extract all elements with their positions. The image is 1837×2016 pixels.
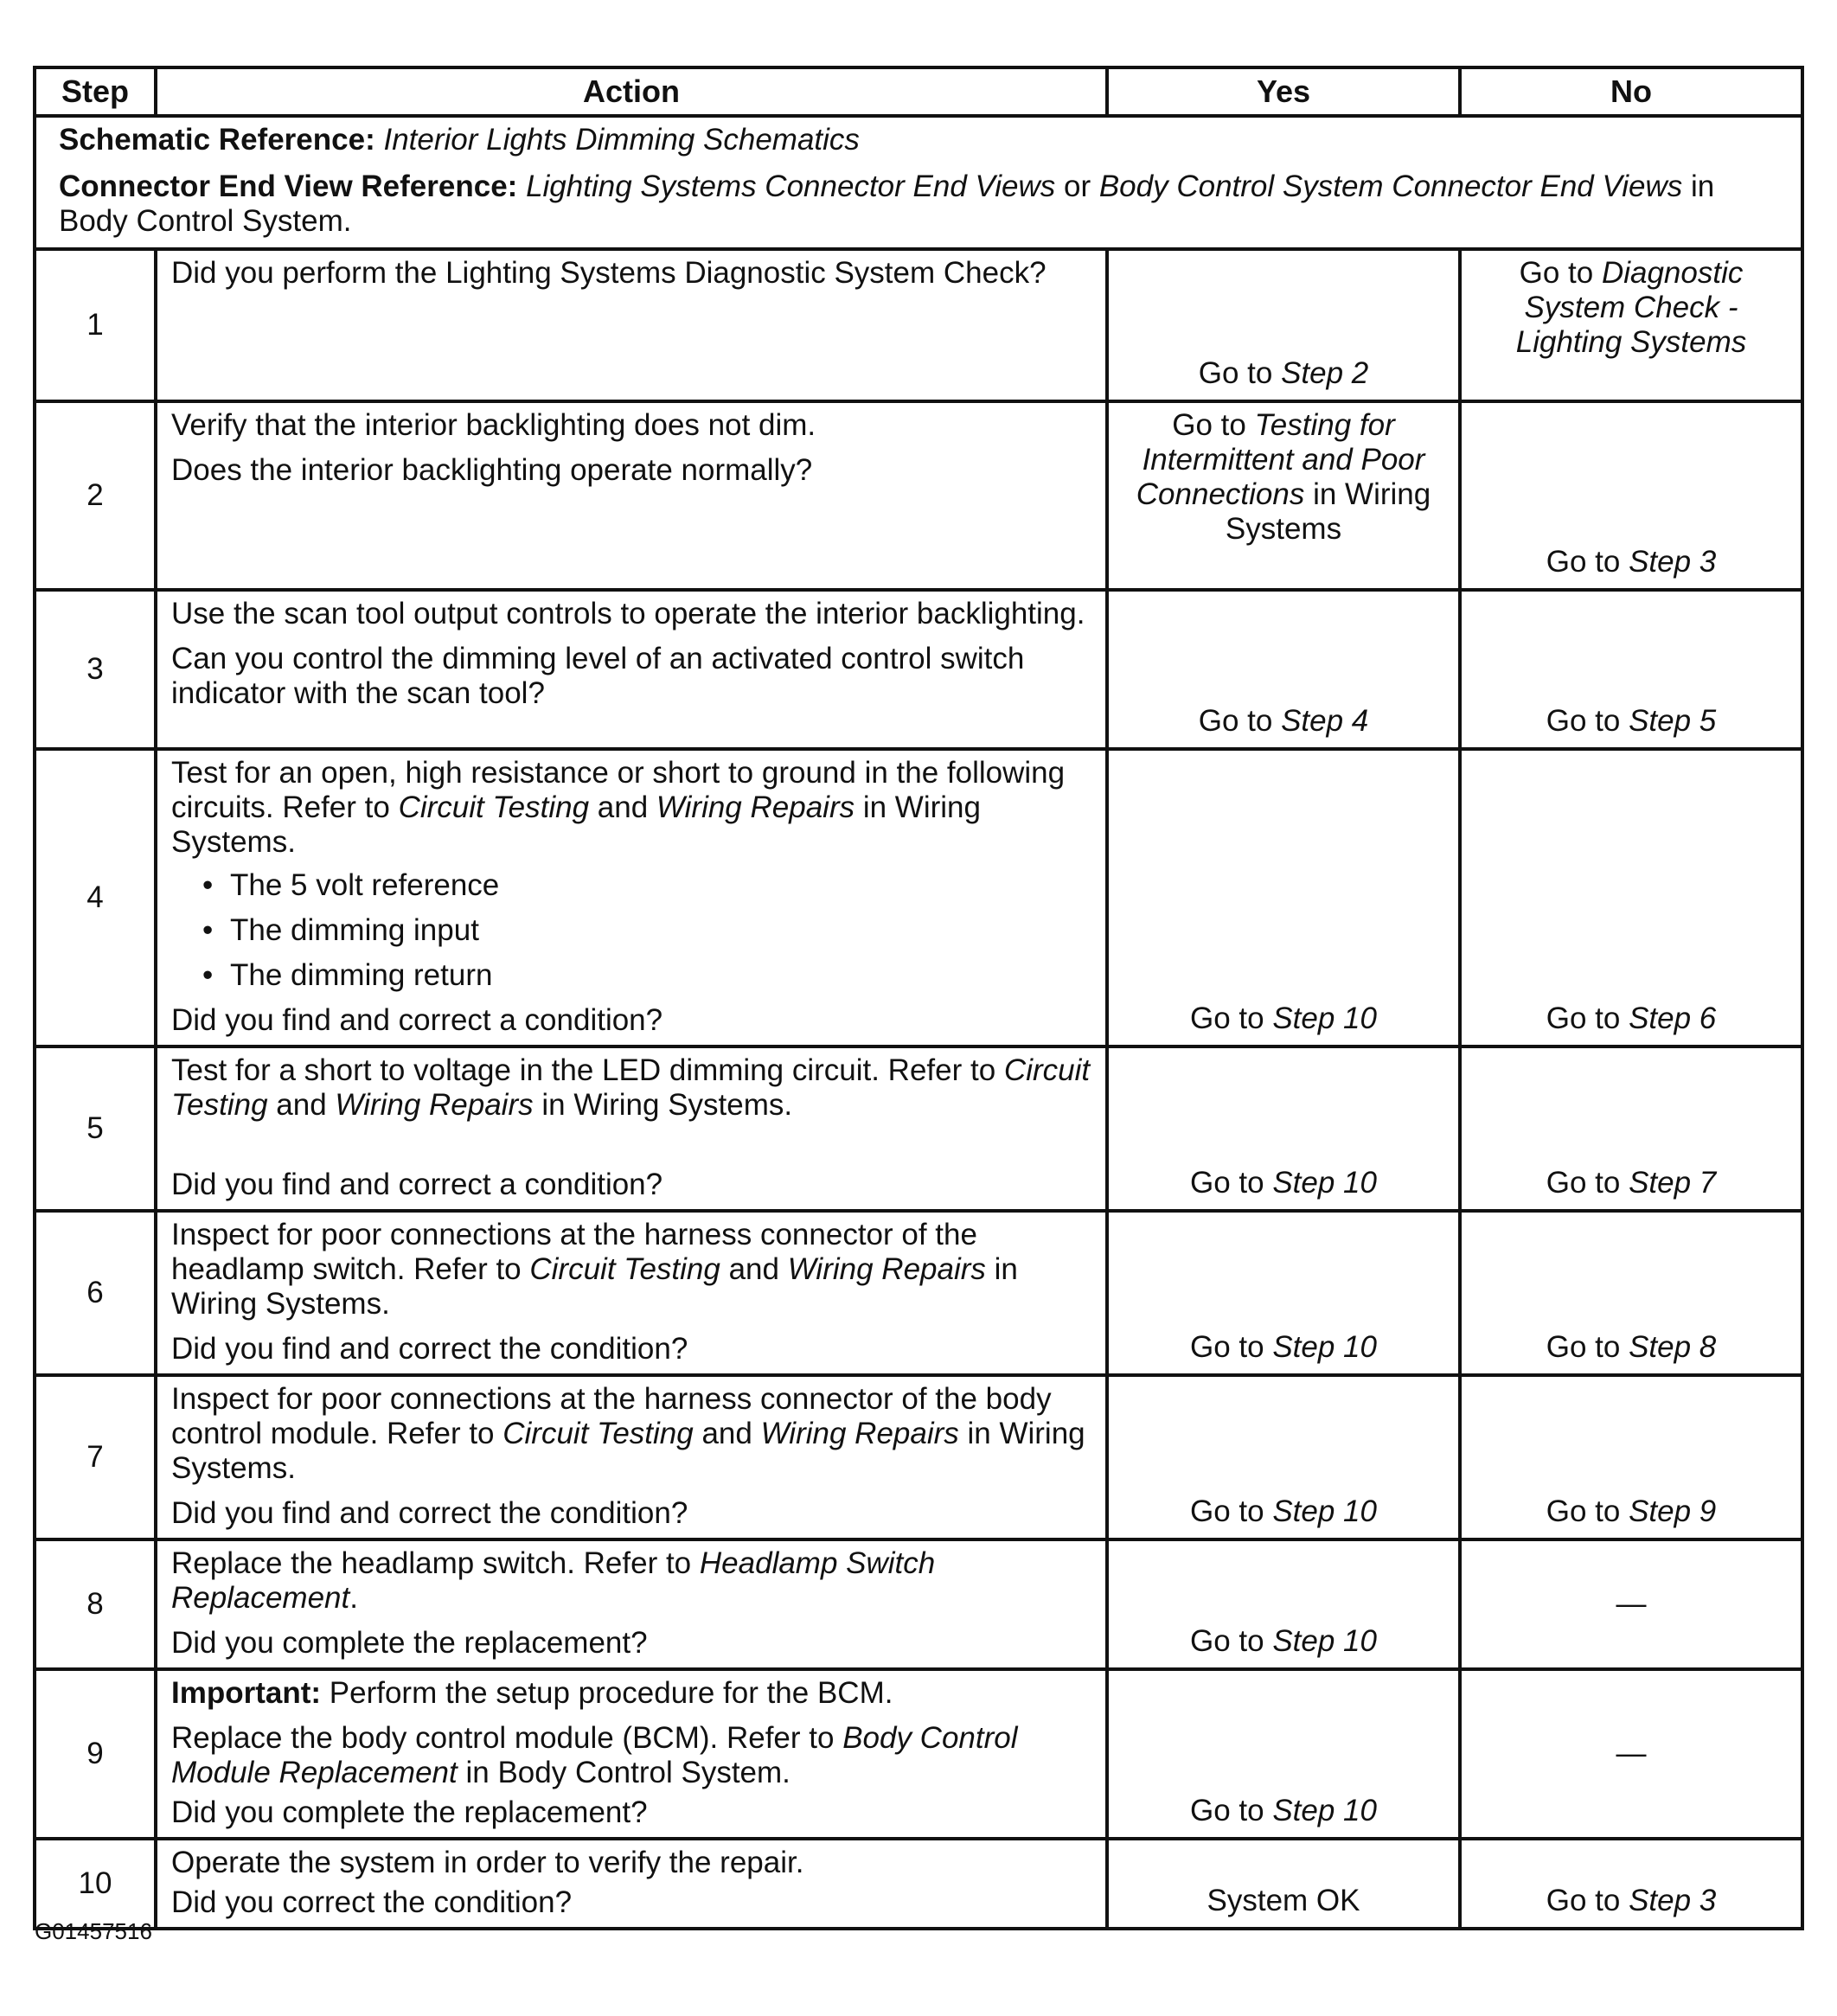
action-text: in Body Control System. <box>457 1756 790 1789</box>
step-action <box>156 1211 1107 1375</box>
step-number: 1 <box>35 249 156 401</box>
no-goto-text: Go to <box>1546 1494 1629 1528</box>
step-action <box>156 1839 1107 1929</box>
yes-step-link[interactable]: Step 10 <box>1272 1494 1377 1528</box>
no-goto-text: Go to <box>1546 1884 1629 1917</box>
no-step-link[interactable]: Step 5 <box>1629 704 1717 738</box>
no-step-link[interactable]: Step 3 <box>1629 545 1717 579</box>
action-text: and <box>693 1417 761 1450</box>
action-instruction: Verify that the interior backlighting does not dim. <box>171 408 816 442</box>
action-text: Inspect for poor connections at the harness connector of the body control module. Refer to <box>171 1382 1052 1450</box>
yes-step-link[interactable]: Step 4 <box>1281 704 1369 738</box>
connector-or-text: or <box>1055 170 1099 203</box>
wiring-repairs-link[interactable]: Wiring Repairs <box>760 1417 959 1450</box>
yes-result-text: System OK <box>1207 1884 1360 1917</box>
action-question: Does the interior backlighting operate normally? <box>171 453 813 487</box>
table-row <box>35 590 1802 749</box>
action-text: Test for an open, high resistance or short to ground in the following circuits. Refer to <box>171 756 1066 824</box>
wiring-repairs-link[interactable]: Wiring Repairs <box>787 1252 986 1286</box>
yes-result <box>1107 1211 1460 1375</box>
table-row <box>35 749 1802 1046</box>
header-row <box>35 67 1802 116</box>
step-number: 8 <box>35 1539 156 1669</box>
reference-cell <box>35 116 1802 249</box>
action-instruction: Use the scan tool output controls to operate the interior backlighting. <box>171 597 1085 630</box>
no-goto-text: Go to <box>1546 1330 1629 1364</box>
important-label: Important: <box>171 1676 322 1710</box>
yes-result <box>1107 590 1460 749</box>
no-step-link[interactable]: Step 7 <box>1629 1166 1717 1200</box>
action-text: . <box>349 1581 358 1615</box>
action-text: and <box>720 1252 788 1286</box>
table-row <box>35 1375 1802 1539</box>
yes-step-link[interactable]: Step 10 <box>1272 1002 1377 1035</box>
action-question: Did you perform the Lighting Systems Diagnostic System Check? <box>171 256 1047 290</box>
connector-suffix: in Body Control System. <box>59 170 1715 238</box>
yes-step-link[interactable]: Step 10 <box>1272 1166 1377 1200</box>
action-text: in Wiring Systems. <box>171 790 981 859</box>
yes-result <box>1107 1375 1460 1539</box>
table-row <box>35 249 1802 401</box>
yes-step-link[interactable]: Testing for Intermittent and Poor Connections <box>1136 408 1425 511</box>
header-yes: Yes <box>1107 67 1460 116</box>
no-result <box>1460 1375 1802 1539</box>
header-step: Step <box>35 67 156 116</box>
no-goto-text: Go to <box>1546 1166 1629 1200</box>
table-row <box>35 1046 1802 1211</box>
action-text: and <box>589 790 656 824</box>
yes-step-link[interactable]: Step 2 <box>1281 356 1369 390</box>
table-row <box>35 401 1802 590</box>
step-action <box>156 249 1107 401</box>
schematic-reference-link[interactable]: Interior Lights Dimming Schematics <box>383 123 860 157</box>
yes-goto-text: Go to <box>1190 1002 1273 1035</box>
figure-id: G01457516 <box>35 1918 152 1944</box>
action-text: and <box>267 1088 336 1122</box>
headlamp-switch-replacement-link[interactable]: Headlamp Switch Replacement <box>171 1546 936 1615</box>
schematic-reference-label: Schematic Reference: <box>59 123 375 157</box>
step-number: 6 <box>35 1211 156 1375</box>
circuit-testing-link[interactable]: Circuit Testing <box>398 790 590 824</box>
step-number: 3 <box>35 590 156 749</box>
action-text: Replace the body control module (BCM). Refer to <box>171 1721 843 1755</box>
list-item: • The dimming return <box>202 958 1095 993</box>
table-row <box>35 1211 1802 1375</box>
no-result <box>1460 1046 1802 1211</box>
action-text: in Wiring Systems. <box>171 1417 1085 1485</box>
no-result <box>1460 1669 1802 1839</box>
action-text: in Wiring Systems. <box>171 1252 1018 1321</box>
action-instruction <box>171 756 1095 860</box>
no-result <box>1460 1211 1802 1375</box>
circuit-testing-link[interactable]: Circuit Testing <box>502 1417 694 1450</box>
yes-step-link[interactable]: Step 10 <box>1272 1794 1377 1827</box>
no-result <box>1460 1839 1802 1929</box>
yes-step-link[interactable]: Step 10 <box>1272 1624 1377 1658</box>
action-text: Replace the headlamp switch. Refer to <box>171 1546 700 1580</box>
header-action: Action <box>156 67 1107 116</box>
circuit-testing-link[interactable]: Circuit Testing <box>171 1053 1091 1122</box>
yes-result <box>1107 249 1460 401</box>
action-text: Inspect for poor connections at the harness connector of the headlamp switch. Refer to <box>171 1218 977 1286</box>
step-action <box>156 590 1107 749</box>
yes-step-link[interactable]: Step 10 <box>1272 1330 1377 1364</box>
yes-result <box>1107 1539 1460 1669</box>
action-question: Did you complete the replacement? <box>171 1626 648 1660</box>
list-item: • The 5 volt reference <box>202 868 1095 903</box>
step-number: 10 <box>35 1839 156 1929</box>
step-action <box>156 749 1107 1046</box>
action-question: Did you find and correct a condition? <box>171 1003 663 1037</box>
yes-result <box>1107 1046 1460 1211</box>
connector-reference-label: Connector End View Reference: <box>59 170 518 203</box>
connector-reference <box>59 170 1783 239</box>
bcm-replacement-link[interactable]: Body Control Module Replacement <box>171 1721 1018 1789</box>
no-goto-text: Go to <box>1546 704 1629 738</box>
wiring-repairs-link[interactable]: Wiring Repairs <box>335 1088 534 1122</box>
action-instruction <box>171 1218 1095 1322</box>
yes-result <box>1107 1839 1460 1929</box>
yes-goto-text: Go to <box>1190 1166 1273 1200</box>
no-result <box>1460 1539 1802 1669</box>
step-number: 5 <box>35 1046 156 1211</box>
no-step-link[interactable]: Step 6 <box>1629 1002 1717 1035</box>
list-item: • The dimming input <box>202 913 1095 948</box>
circuit-testing-link[interactable]: Circuit Testing <box>529 1252 720 1286</box>
wiring-repairs-link[interactable]: Wiring Repairs <box>656 790 855 824</box>
reference-row <box>35 116 1802 249</box>
action-question: Did you find and correct the condition? <box>171 1332 688 1366</box>
yes-goto-text: Go to <box>1172 408 1255 442</box>
action-question: Did you correct the condition? <box>171 1885 573 1919</box>
important-text: Perform the setup procedure for the BCM. <box>321 1676 893 1710</box>
no-step-link[interactable]: Step 8 <box>1629 1330 1717 1364</box>
yes-goto-text: Go to <box>1198 704 1282 738</box>
step-number: 2 <box>35 401 156 590</box>
action-text: Test for a short to voltage in the LED dimming circuit. Refer to <box>171 1053 1004 1087</box>
table-row <box>35 1669 1802 1839</box>
no-result <box>1460 401 1802 590</box>
action-instruction <box>171 1721 1095 1790</box>
header-no: No <box>1460 67 1802 116</box>
yes-goto-text: Go to <box>1190 1330 1273 1364</box>
step-action <box>156 1539 1107 1669</box>
action-question: Can you control the dimming level of an activated control switch indicator with the scan tool? <box>171 642 1025 710</box>
step-action <box>156 1375 1107 1539</box>
no-result <box>1460 590 1802 749</box>
action-question: Did you find and correct the condition? <box>171 1496 688 1530</box>
schematic-reference <box>59 123 1783 157</box>
step-number: 4 <box>35 749 156 1046</box>
table-row <box>35 1539 1802 1669</box>
connector-reference-link-1[interactable]: Lighting Systems Connector End Views <box>526 170 1056 203</box>
action-instruction <box>171 1546 1095 1616</box>
action-question: Did you complete the replacement? <box>171 1795 648 1829</box>
yes-goto-text: Go to <box>1190 1494 1273 1528</box>
no-goto-text: Go to <box>1546 545 1629 579</box>
yes-suffix: in Wiring Systems <box>1225 477 1431 546</box>
circuit-list <box>171 868 1095 993</box>
no-step-link[interactable]: Step 3 <box>1629 1884 1717 1917</box>
action-question: Did you find and correct a condition? <box>171 1168 663 1201</box>
no-result <box>1460 749 1802 1046</box>
diagnostic-table <box>33 66 1804 1930</box>
no-step-link[interactable]: Step 9 <box>1629 1494 1717 1528</box>
action-instruction: Operate the system in order to verify the repair. <box>171 1846 804 1879</box>
action-instruction <box>171 1053 1095 1123</box>
connector-reference-link-2[interactable]: Body Control System Connector End Views <box>1098 170 1683 203</box>
step-action <box>156 401 1107 590</box>
step-action <box>156 1046 1107 1211</box>
no-result-dash: — <box>1616 1737 1647 1770</box>
important-note <box>171 1676 1095 1711</box>
yes-result <box>1107 401 1460 590</box>
no-goto-text: Go to <box>1519 256 1602 290</box>
step-number: 9 <box>35 1669 156 1839</box>
yes-goto-text: Go to <box>1198 356 1282 390</box>
no-goto-text: Go to <box>1546 1002 1629 1035</box>
yes-result <box>1107 749 1460 1046</box>
yes-result <box>1107 1669 1460 1839</box>
step-action <box>156 1669 1107 1839</box>
no-step-link[interactable]: Diagnostic System Check - Lighting Systems <box>1515 256 1747 359</box>
table-row <box>35 1839 1802 1929</box>
yes-goto-text: Go to <box>1190 1794 1273 1827</box>
action-instruction <box>171 1382 1095 1486</box>
no-result <box>1460 249 1802 401</box>
no-result-dash: — <box>1616 1587 1647 1621</box>
step-number: 7 <box>35 1375 156 1539</box>
action-text: in Wiring Systems. <box>533 1088 793 1122</box>
yes-goto-text: Go to <box>1190 1624 1273 1658</box>
